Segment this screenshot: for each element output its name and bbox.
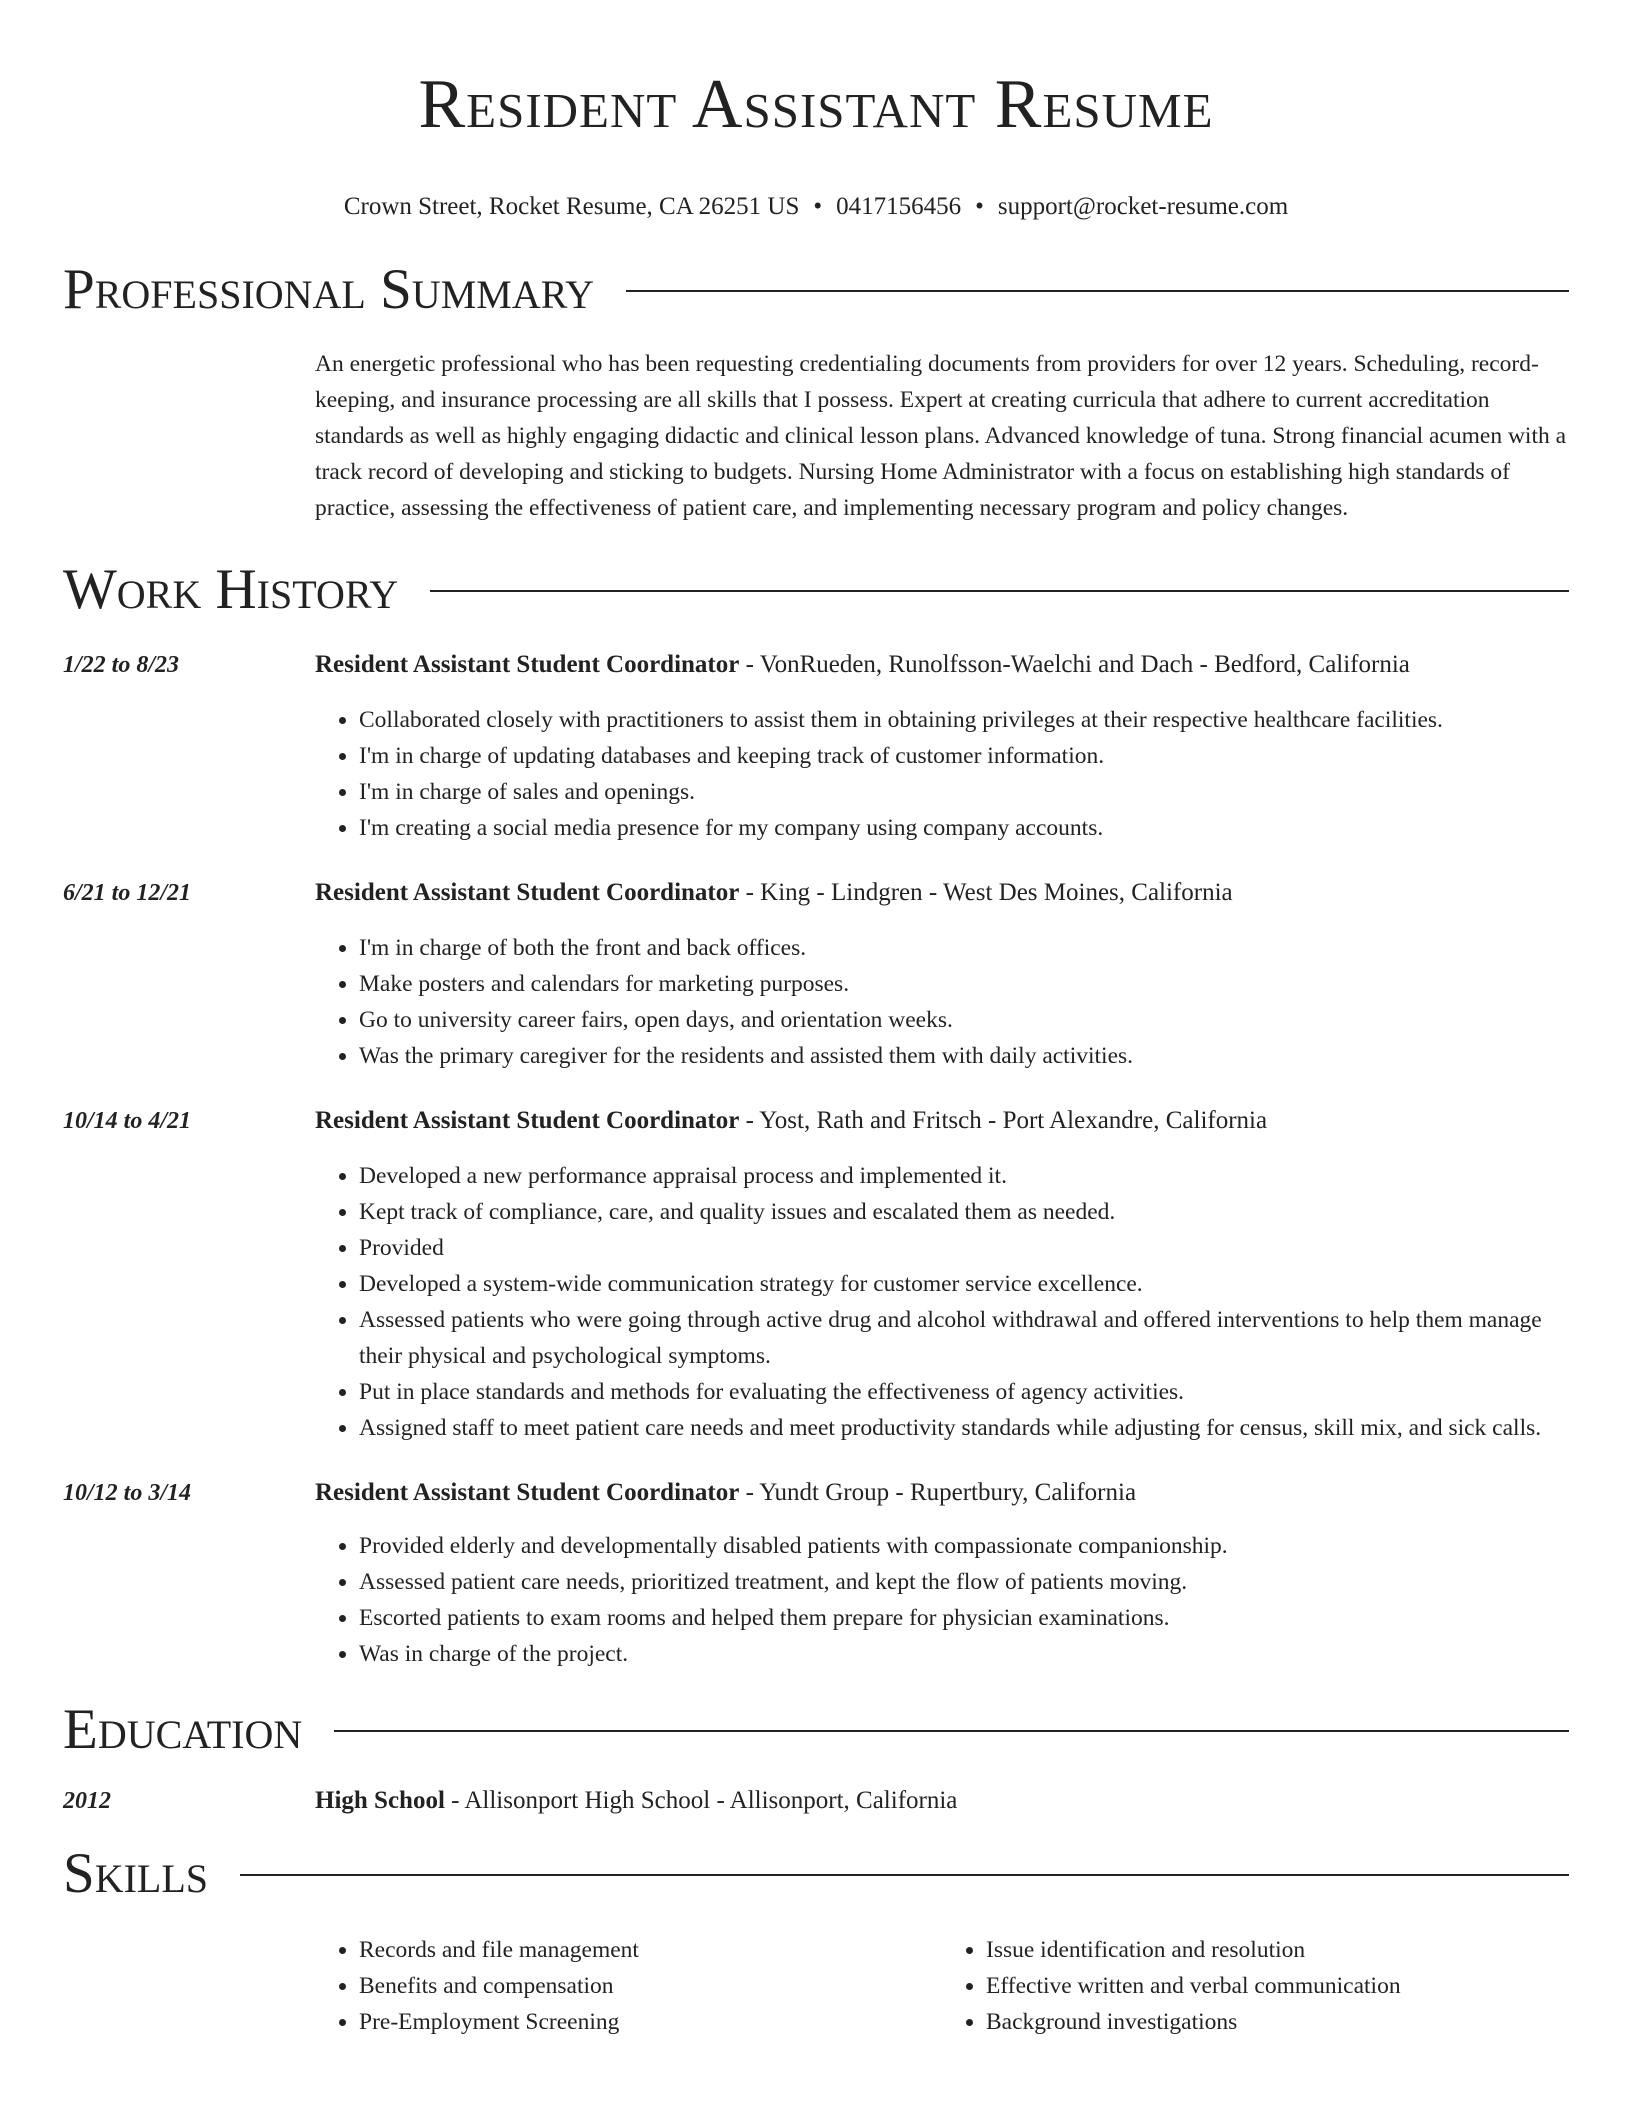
bullet-item: • Put in place standards and methods for evaluating the effectiveness of agency activities.	[359, 1374, 1569, 1410]
bullet-item: • I'm in charge of updating databases and keeping track of customer information.	[359, 738, 1569, 774]
contact-separator: •	[975, 193, 984, 220]
work-history-list	[63, 650, 1569, 1672]
bullet-item: • Provided elderly and developmentally disabled patients with compassionate companionship.	[359, 1528, 1569, 1564]
skill-item: • Pre-Employment Screening	[359, 2004, 942, 2040]
section-divider	[334, 1730, 1569, 1732]
education-degree: High School	[315, 1787, 445, 1814]
bullet-item: • Kept track of compliance, care, and quality issues and escalated them as needed.	[359, 1194, 1569, 1230]
skills-section-header	[63, 1844, 1569, 1904]
work-bullets	[315, 1158, 1569, 1446]
work-entry-body	[315, 650, 1569, 846]
bullet-item: • Developed a new performance appraisal process and implemented it.	[359, 1158, 1569, 1194]
education-school-location: - Allisonport High School - Allisonport, California	[444, 1787, 958, 1814]
job-employer-location: - Yundt Group - Rupertbury, California	[739, 1479, 1137, 1506]
work-date: 6/21 to 12/21	[63, 880, 192, 906]
work-section-header	[63, 560, 1569, 620]
summary-section-header	[63, 260, 1569, 320]
job-employer-location: - King - Lindgren - West Des Moines, California	[739, 879, 1233, 906]
contact-address: Crown Street, Rocket Resume, CA 26251 US	[343, 193, 800, 220]
contact-line	[63, 192, 1569, 222]
job-title: Resident Assistant Student Coordinator	[315, 879, 740, 906]
education-section-header	[63, 1700, 1569, 1760]
bullet-item: • Was in charge of the project.	[359, 1636, 1569, 1672]
contact-phone: 0417156456	[836, 193, 962, 220]
skills-column-right	[942, 1932, 1569, 2040]
bullet-item: • Make posters and calendars for marketing purposes.	[359, 966, 1569, 1002]
job-employer-location: - Yost, Rath and Fritsch - Port Alexandre, California	[739, 1107, 1268, 1134]
work-title-line	[315, 1106, 1569, 1136]
work-date: 10/12 to 3/14	[63, 1480, 192, 1506]
bullet-item: • I'm creating a social media presence for my company using company accounts.	[359, 810, 1569, 846]
contact-separator: •	[813, 193, 823, 220]
section-divider	[626, 290, 1569, 292]
work-bullets	[315, 702, 1569, 846]
work-bullets	[315, 930, 1569, 1074]
bullet-item: • I'm in charge of both the front and back offices.	[359, 930, 1569, 966]
bullet-item: • Assessed patients who were going through active drug and alcohol withdrawal and offered interventions to help them manage their physical and psychological symptoms.	[359, 1302, 1569, 1374]
bullet-item: • Collaborated closely with practitioners to assist them in obtaining privileges at their respective healthcare facilities.	[359, 702, 1569, 738]
bullet-item: • I'm in charge of sales and openings.	[359, 774, 1569, 810]
bullet-item: • Developed a system-wide communication strategy for customer service excellence.	[359, 1266, 1569, 1302]
work-entry	[63, 650, 1569, 846]
work-date: 1/22 to 8/23	[63, 652, 180, 678]
bullet-item: • Was the primary caregiver for the residents and assisted them with daily activities.	[359, 1038, 1569, 1074]
work-entry	[63, 878, 1569, 1074]
job-title: Resident Assistant Student Coordinator	[315, 1107, 740, 1134]
work-bullets	[315, 1528, 1569, 1672]
skill-item: • Records and file management	[359, 1932, 942, 1968]
skills-column-left	[315, 1932, 942, 2040]
skill-item: • Issue identification and resolution	[986, 1932, 1569, 1968]
education-title-line	[315, 1786, 1569, 1816]
education-date: 2012	[63, 1788, 111, 1814]
skill-item: • Background investigations	[986, 2004, 1569, 2040]
job-title: Resident Assistant Student Coordinator	[315, 1479, 740, 1506]
section-title: Professional Summary	[63, 258, 595, 321]
resume-title: Resident Assistant Resume	[418, 66, 1214, 143]
job-title: Resident Assistant Student Coordinator	[315, 651, 740, 678]
bullet-item: • Escorted patients to exam rooms and helped them prepare for physician examinations.	[359, 1600, 1569, 1636]
work-entry-body	[315, 878, 1569, 1074]
bullet-item: • Go to university career fairs, open days, and orientation weeks.	[359, 1002, 1569, 1038]
bullet-item: • Provided	[359, 1230, 1569, 1266]
work-entry-body	[315, 1106, 1569, 1446]
section-title: Education	[63, 1698, 303, 1761]
skills-list	[315, 1932, 1569, 2040]
job-employer-location: - VonRueden, Runolfsson-Waelchi and Dach - Bedford, California	[739, 651, 1410, 678]
skill-item: • Benefits and compensation	[359, 1968, 942, 2004]
section-divider	[240, 1874, 1569, 1876]
summary-text: An energetic professional who has been requesting credentialing documents from providers for over 12 years. Scheduling, record-keeping, and insurance processing are all skills that I possess. Expert at creating curricula that adhere to current accreditation standards as well as highly engaging didactic and clinical lesson plans. Advanced knowledge of tuna. Strong financial acumen with a track record of developing and sticking to budgets. Nursing Home Administrator with a focus on establishing high standards of practice, assessing the effectiveness of patient care, and implementing necessary program and policy changes.	[315, 351, 1567, 521]
work-title-line	[315, 878, 1569, 908]
skill-item: • Effective written and verbal communication	[986, 1968, 1569, 2004]
education-entry	[63, 1786, 1569, 1816]
bullet-item: • Assessed patient care needs, prioritized treatment, and kept the flow of patients moving.	[359, 1564, 1569, 1600]
work-entry	[63, 1478, 1569, 1672]
education-entry-body	[315, 1786, 1569, 1816]
work-title-line	[315, 650, 1569, 680]
work-entry-body	[315, 1478, 1569, 1672]
section-title: Work History	[63, 558, 399, 621]
contact-email: support@rocket-resume.com	[997, 193, 1289, 220]
work-title-line	[315, 1478, 1569, 1508]
work-date: 10/14 to 4/21	[63, 1108, 192, 1134]
section-divider	[430, 590, 1569, 592]
section-title: Skills	[63, 1842, 209, 1905]
work-entry	[63, 1106, 1569, 1446]
bullet-item: • Assigned staff to meet patient care needs and meet productivity standards while adjusting for census, skill mix, and sick calls.	[359, 1410, 1569, 1446]
